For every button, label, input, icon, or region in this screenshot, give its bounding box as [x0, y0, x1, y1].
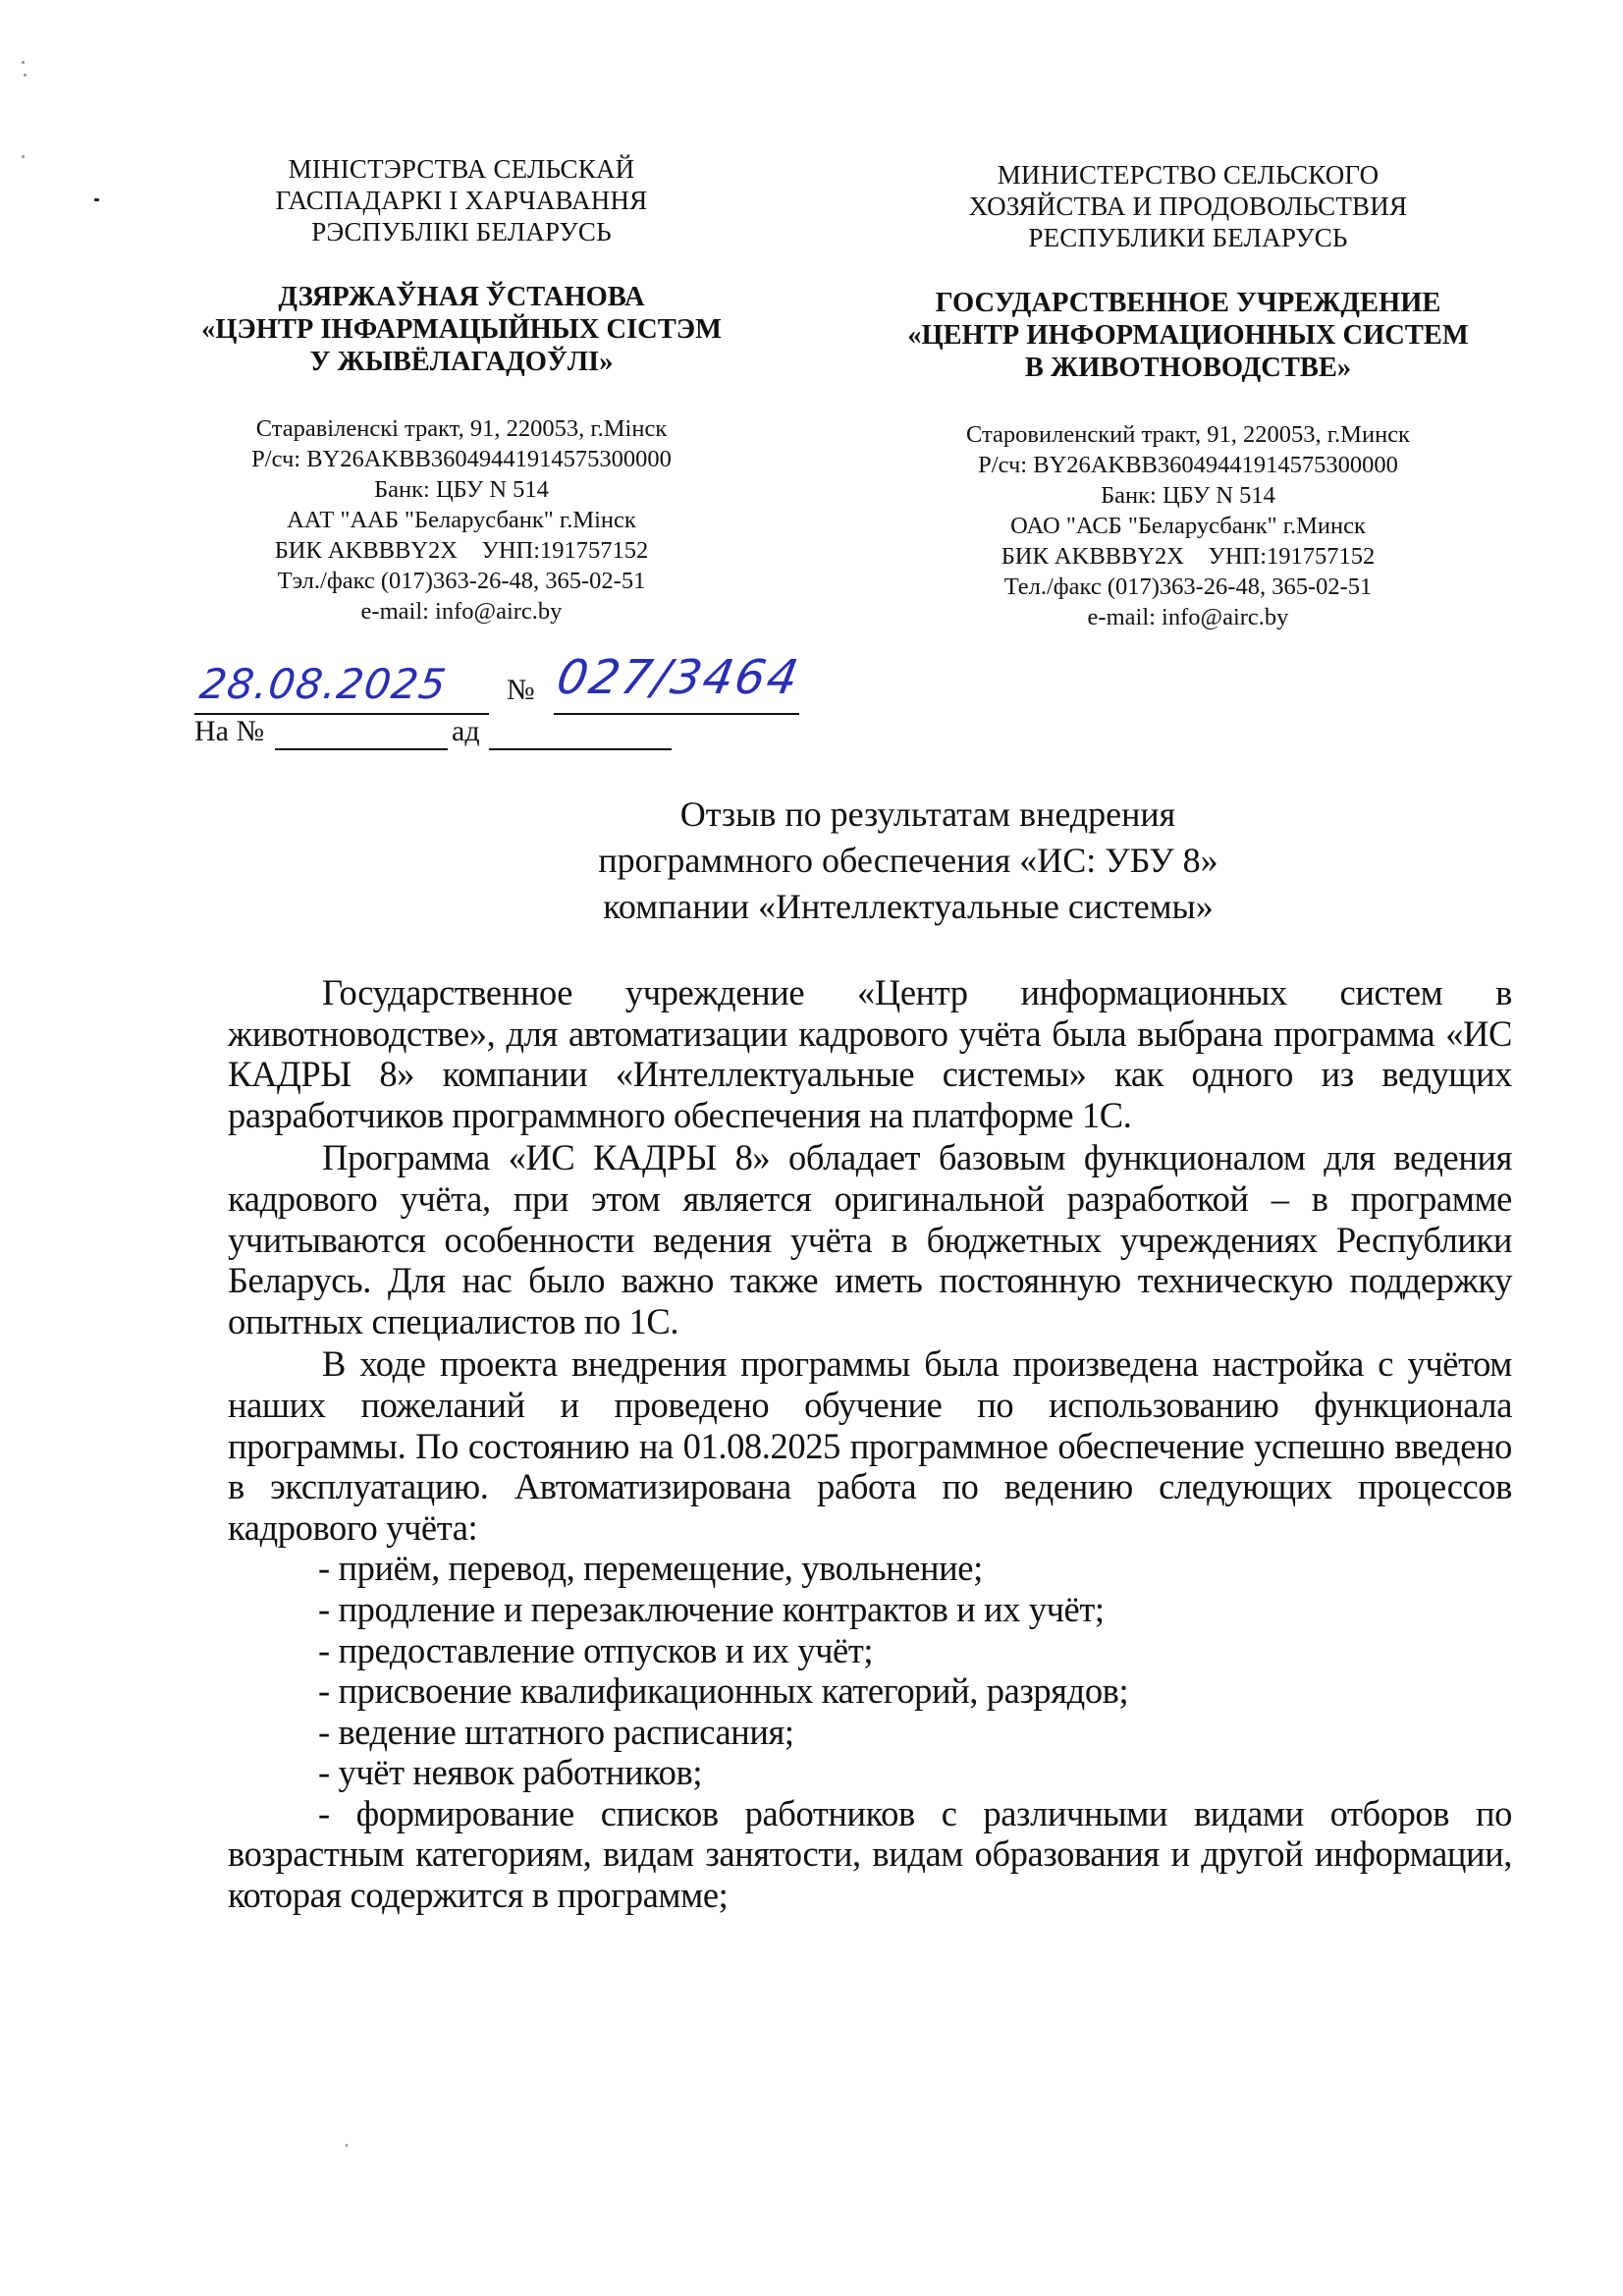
requisites-be — [147, 413, 776, 627]
bank-branch: Банк: ЦБУ N 514 — [1101, 482, 1275, 509]
list-item: - формирование списков работников с различными видами отборов по возрастным категориям, видам занятости, видам образования и другой информации, которая содержится в программе; — [228, 1792, 1512, 1916]
reply-to-number-field — [275, 715, 448, 750]
ministry-line: МИНИСТЕРСТВО СЕЛЬСКОГО — [997, 160, 1380, 190]
bank-name: ОАО "АСБ "Беларусбанк" г.Минск — [1010, 513, 1366, 539]
phone-fax: Тел./факс (017)363-26-48, 365-02-51 — [1003, 574, 1373, 600]
letterhead-belarusian — [147, 153, 776, 627]
reply-to-label: На № — [194, 715, 265, 747]
list-item: - ведение штатного расписания; — [318, 1711, 794, 1752]
institution-line: «ЦЕНТР ИНФОРМАЦИОННЫХ СИСТЕМ — [907, 320, 1469, 351]
from-date-label: ад — [452, 715, 480, 747]
list-item: - продление и перезаключение контрактов и их учёт; — [318, 1588, 1105, 1629]
bic-unp: БИК AKBBBY2X УНП:191757152 — [1001, 543, 1376, 570]
institution-name-ru — [864, 287, 1512, 384]
phone-fax: Тэл./факс (017)363-26-48, 365-02-51 — [277, 568, 646, 594]
paragraph: В ходе проекта внедрения программы была произведена настройка с учётом наших пожеланий и проведено обучение по использованию функционала программы. По состоянию на 01.08.2025 программное обеспечение успешно введено в эксплуатацию. Автоматизирована работа по ведению следующих процессов кадрового учёта: — [228, 1343, 1512, 1548]
requisites-ru — [864, 419, 1512, 632]
number-label: № — [507, 674, 535, 706]
bank-account: Р/сч: BY26AKBB36049441914575300000 — [978, 452, 1398, 478]
title-line: компании «Интеллектуальные системы» — [603, 887, 1214, 926]
document-title — [295, 792, 1522, 930]
ministry-line: ГАСПАДАРКІ І ХАРЧАВАННЯ — [275, 186, 648, 215]
scan-artifact — [22, 155, 25, 158]
ministry-line: ХОЗЯЙСТВА И ПРОДОВОЛЬСТВИЯ — [968, 191, 1408, 221]
title-line: программного обеспечения «ИС: УБУ 8» — [598, 841, 1218, 880]
outgoing-date-field — [194, 658, 489, 715]
scan-artifact — [346, 2144, 348, 2147]
letterhead-russian — [864, 159, 1512, 632]
scan-artifact — [24, 74, 27, 77]
paragraph: Программа «ИС КАДРЫ 8» обладает базовым функционалом для ведения кадрового учёта, при этом является оригинальной разработкой – в программе учитываются особенности ведения учёта в бюджетных учреждениях Республики Беларусь. Для нас было важно также иметь постоянную техническую поддержку опытных специалистов по 1С. — [228, 1137, 1512, 1341]
ministry-line: РЭСПУБЛІКІ БЕЛАРУСЬ — [311, 217, 612, 246]
handwritten-date: 28.08.2025 — [196, 660, 450, 708]
handwritten-number: 027/3464 — [553, 650, 804, 705]
outgoing-registration — [194, 650, 804, 713]
ministry-name-ru — [864, 159, 1512, 253]
title-line: Отзыв по результатам внедрения — [679, 794, 1176, 834]
email: e-mail: info@airc.by — [360, 598, 563, 625]
scan-artifact — [22, 61, 25, 64]
paragraph: Государственное учреждение «Центр информационных систем в животноводстве», для автоматизации кадрового учёта была выбрана программа «ИС КАДРЫ 8» компании «Интеллектуальные системы» как одного из ведущих разработчиков программного обеспечения на платформе 1С. — [228, 972, 1512, 1135]
ministry-line: МІНІСТЭРСТВА СЕЛЬСКАЙ — [288, 154, 635, 184]
reply-reference — [194, 715, 803, 754]
bank-name: ААТ "ААБ "Беларусбанк" г.Мінск — [287, 507, 636, 533]
institution-line: ДЗЯРЖАЎНАЯ ЎСТАНОВА — [278, 282, 645, 312]
document-body — [228, 972, 1512, 1916]
email: e-mail: info@airc.by — [1087, 604, 1289, 630]
institution-name-be — [147, 281, 776, 378]
outgoing-number-field — [553, 650, 804, 715]
ministry-line: РЕСПУБЛИКИ БЕЛАРУСЬ — [1028, 223, 1348, 252]
institution-line: ГОСУДАРСТВЕННОЕ УЧРЕЖДЕНИЕ — [935, 288, 1441, 318]
institution-line: В ЖИВОТНОВОДСТВЕ» — [1024, 353, 1352, 383]
address: Старавіленскі тракт, 91, 220053, г.Мінск — [255, 415, 668, 442]
address: Старовиленский тракт, 91, 220053, г.Минск — [966, 421, 1410, 448]
reply-to-date-field — [489, 715, 672, 750]
ministry-name-be — [147, 153, 776, 247]
list-item: - учёт неявок работников; — [318, 1752, 703, 1793]
bank-account: Р/сч: BY26AKBB36049441914575300000 — [251, 446, 672, 472]
list-item: - предоставление отпусков и их учёт; — [318, 1629, 874, 1670]
institution-line: У ЖЫВЁЛАГАДОЎЛІ» — [309, 347, 614, 377]
bic-unp: БИК AKBBBY2X УНП:191757152 — [274, 537, 649, 564]
scan-artifact — [94, 198, 99, 201]
institution-line: «ЦЭНТР ІНФАРМАЦЫЙНЫХ СІСТЭМ — [200, 314, 722, 345]
registration-block — [194, 650, 804, 766]
bank-branch: Банк: ЦБУ N 514 — [374, 476, 549, 503]
list-item: - приём, перевод, перемещение, увольнение; — [318, 1548, 983, 1589]
list-item: - присвоение квалификационных категорий, разрядов; — [318, 1670, 1129, 1712]
